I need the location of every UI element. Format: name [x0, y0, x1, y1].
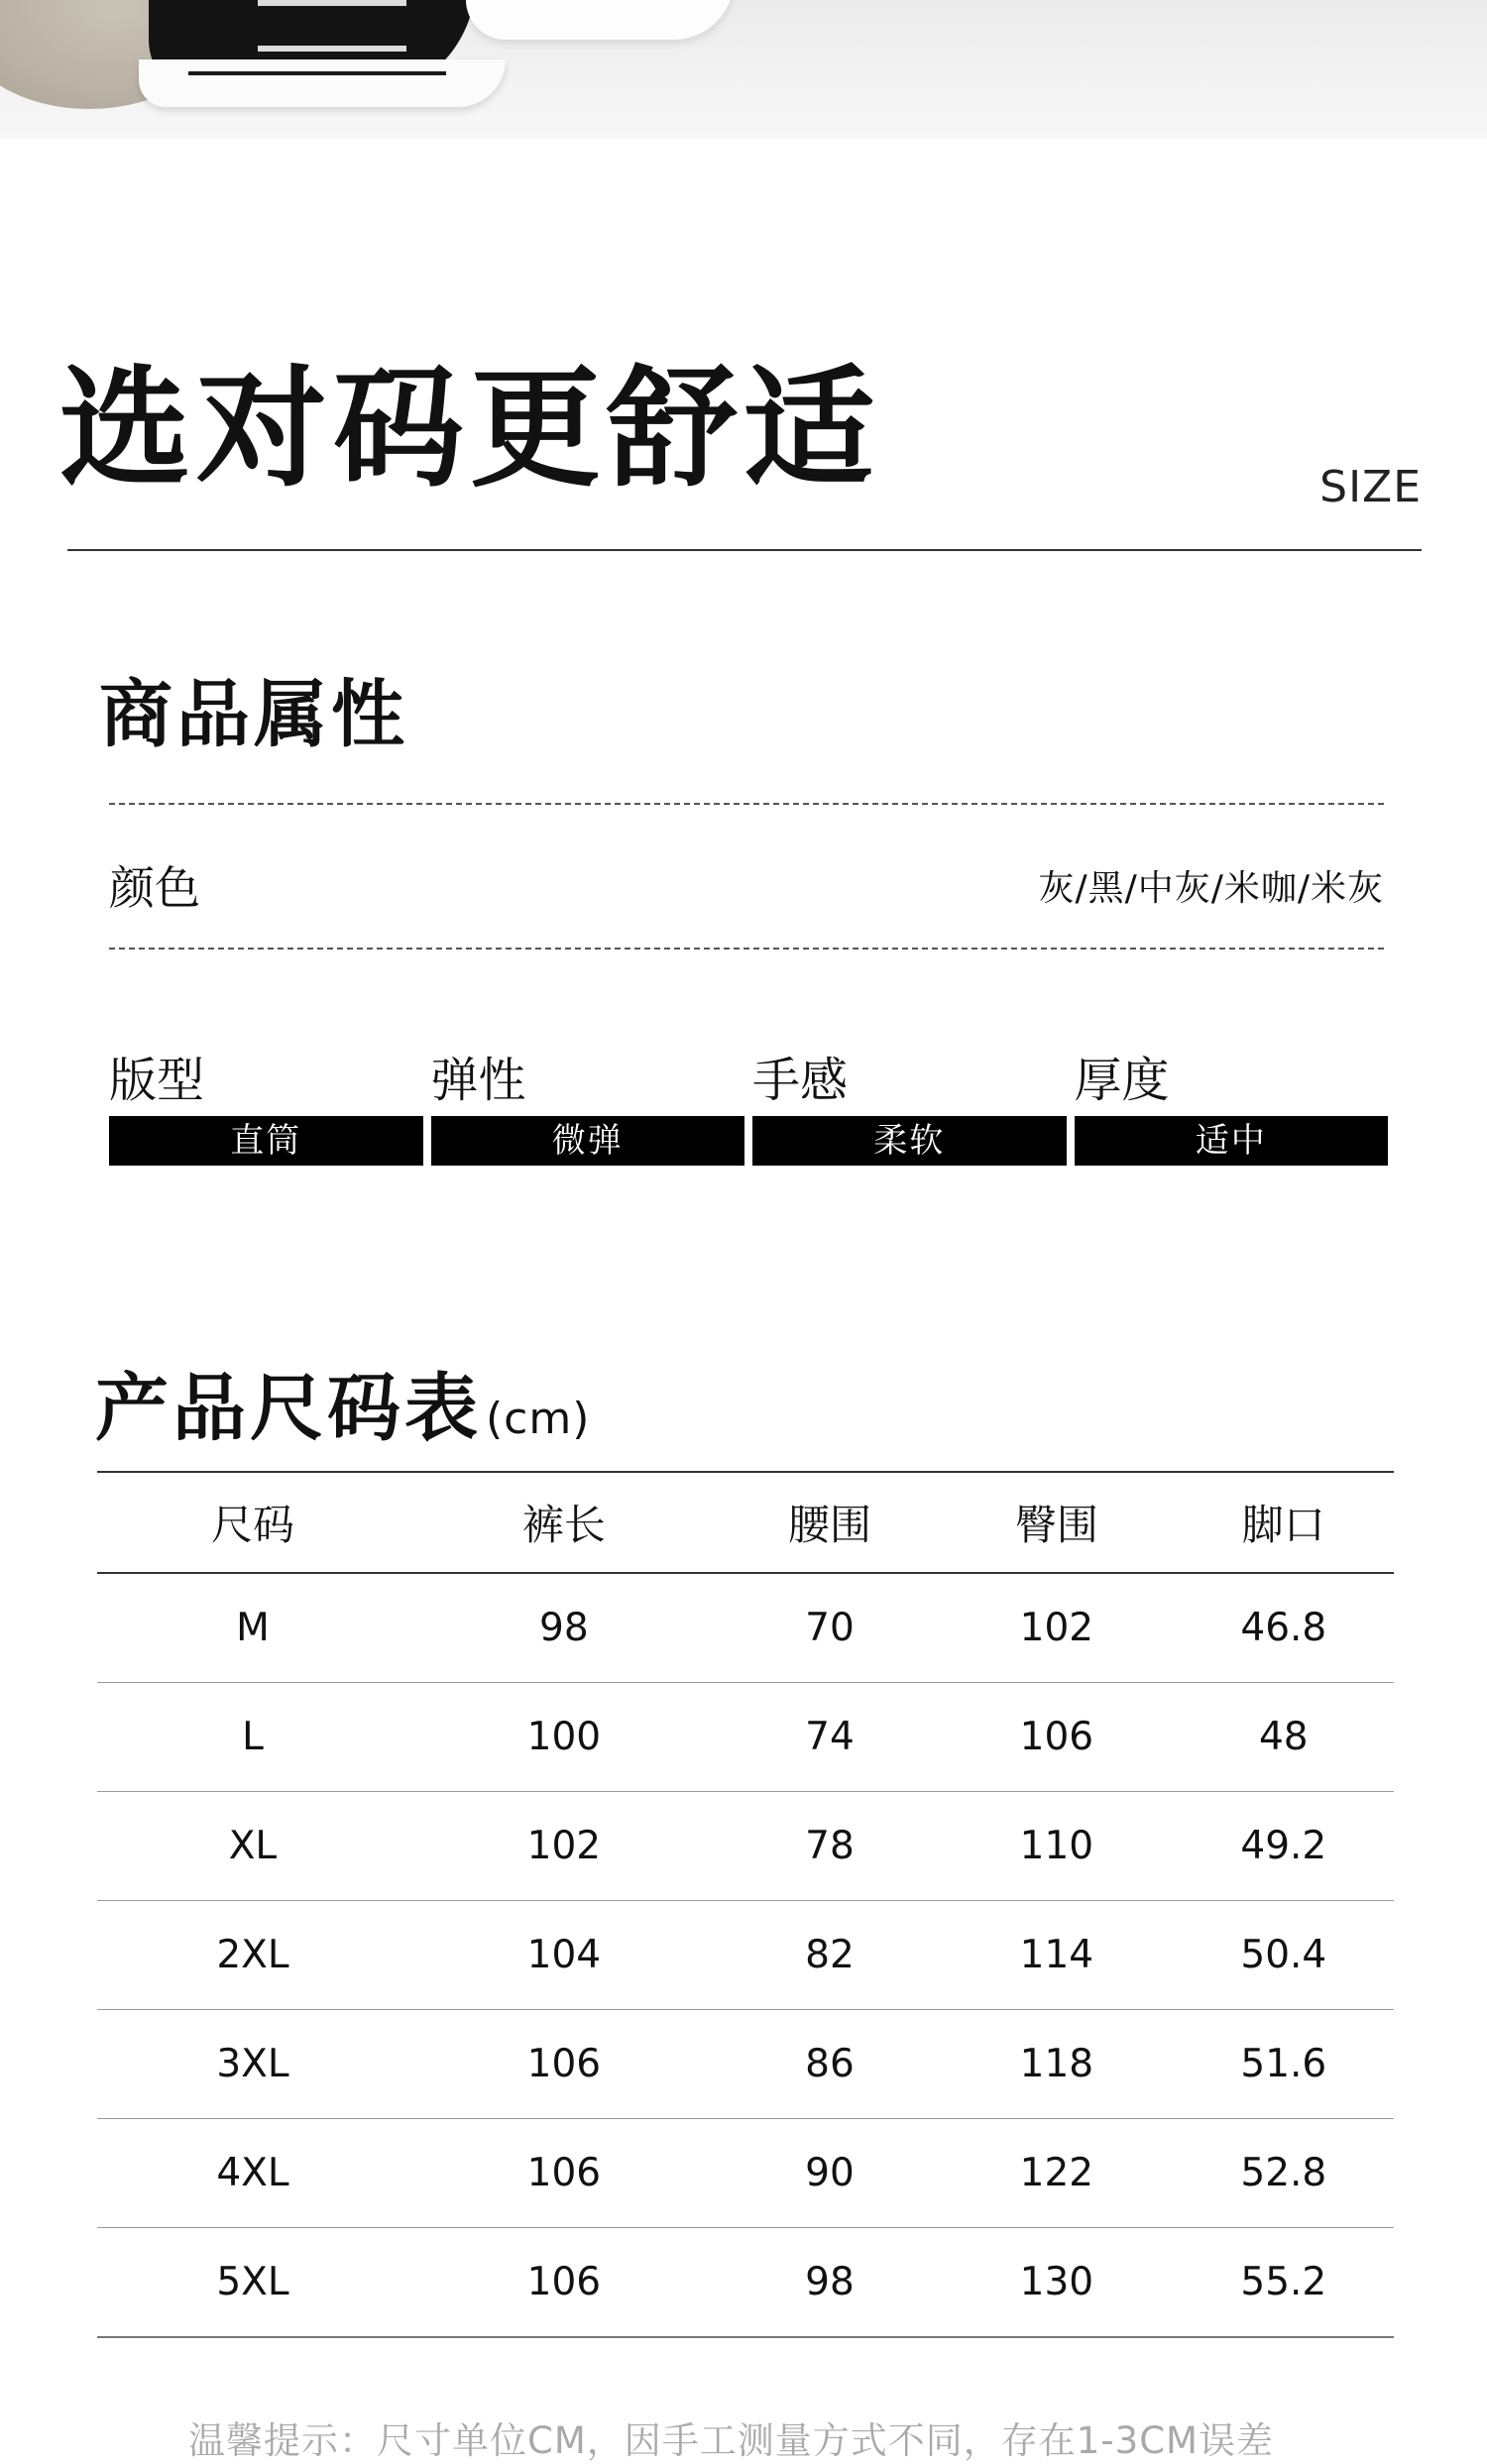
property-value: 适中 [1075, 1116, 1389, 1166]
table-cell: 2XL [97, 1901, 408, 2010]
second-shoe-photo-sole [466, 0, 734, 40]
table-cell: 102 [940, 1573, 1173, 1683]
property-label: 手感 [752, 1053, 849, 1108]
property-value: 直筒 [109, 1116, 423, 1166]
attributes-heading: 商品属性 [99, 672, 408, 757]
table-cell: 102 [408, 1792, 720, 1901]
column-header-length: 裤长 [408, 1472, 720, 1573]
table-cell: 100 [408, 1683, 720, 1792]
table-cell: 50.4 [1174, 1901, 1394, 2010]
size-table-title: 产品尺码表 [95, 1366, 482, 1451]
table-cell: M [97, 1573, 408, 1683]
table-cell: XL [97, 1792, 408, 1901]
table-cell: 106 [408, 2010, 720, 2119]
title-divider [67, 549, 1422, 551]
table-cell: 46.8 [1174, 1573, 1394, 1683]
table-cell: 114 [940, 1901, 1173, 2010]
table-row [97, 1792, 1394, 1901]
column-header-waist: 腰围 [720, 1472, 940, 1573]
table-row [97, 1901, 1394, 2010]
size-table-unit: (cm) [486, 1394, 591, 1444]
table-row [97, 1573, 1394, 1683]
property-tags [109, 1049, 1388, 1168]
table-cell: 98 [720, 2228, 940, 2338]
table-row [97, 2228, 1394, 2338]
table-cell: 86 [720, 2010, 940, 2119]
property-thickness [1075, 1049, 1389, 1168]
table-cell: 104 [408, 1901, 720, 2010]
table-row [97, 2010, 1394, 2119]
measurement-note: 温馨提示：尺寸单位CM，因手工测量方式不同，存在1-3CM误差 [188, 2419, 1274, 2462]
column-header-hip: 臀围 [940, 1472, 1173, 1573]
table-cell: L [97, 1683, 408, 1792]
table-cell: 122 [940, 2119, 1173, 2228]
property-value: 微弹 [431, 1116, 745, 1166]
table-cell: 55.2 [1174, 2228, 1394, 2338]
table-cell: 90 [720, 2119, 940, 2228]
shoe-photo-sole [139, 59, 506, 107]
table-cell: 82 [720, 1901, 940, 2010]
table-cell: 106 [408, 2119, 720, 2228]
product-photo-strip [0, 0, 1487, 139]
dashed-divider-bottom [109, 948, 1384, 950]
table-cell: 4XL [97, 2119, 408, 2228]
table-cell: 3XL [97, 2010, 408, 2119]
size-table-heading [95, 1350, 590, 1455]
column-header-size: 尺码 [97, 1472, 408, 1573]
color-label: 颜色 [109, 861, 200, 915]
table-cell: 52.8 [1174, 2119, 1394, 2228]
property-elasticity [431, 1049, 745, 1168]
page-title: 选对码更舒适 [59, 353, 880, 505]
property-label: 厚度 [1074, 1053, 1170, 1108]
property-fit [109, 1049, 423, 1168]
shoe-photo-stripe [188, 71, 446, 75]
color-value: 灰/黑/中灰/米咖/米灰 [1038, 868, 1384, 909]
table-cell: 78 [720, 1792, 940, 1901]
property-feel [752, 1049, 1067, 1168]
property-value: 柔软 [752, 1116, 1067, 1166]
table-cell: 106 [408, 2228, 720, 2338]
table-row [97, 1683, 1394, 1792]
column-header-hem: 脚口 [1174, 1472, 1394, 1573]
table-cell: 48 [1174, 1683, 1394, 1792]
table-cell: 98 [408, 1573, 720, 1683]
size-chart-table [97, 1471, 1394, 2338]
table-cell: 110 [940, 1792, 1173, 1901]
table-cell: 5XL [97, 2228, 408, 2338]
property-label: 弹性 [430, 1053, 526, 1108]
table-cell: 70 [720, 1573, 940, 1683]
table-row [97, 2119, 1394, 2228]
table-cell: 51.6 [1174, 2010, 1394, 2119]
color-attribute-row [109, 803, 1384, 948]
table-header-row [97, 1472, 1394, 1573]
table-cell: 74 [720, 1683, 940, 1792]
size-tag: SIZE [1319, 462, 1422, 512]
table-cell: 118 [940, 2010, 1173, 2119]
table-cell: 106 [940, 1683, 1173, 1792]
table-cell: 130 [940, 2228, 1173, 2338]
shoe-photo-laces [258, 0, 406, 52]
property-label: 版型 [109, 1053, 205, 1108]
table-cell: 49.2 [1174, 1792, 1394, 1901]
